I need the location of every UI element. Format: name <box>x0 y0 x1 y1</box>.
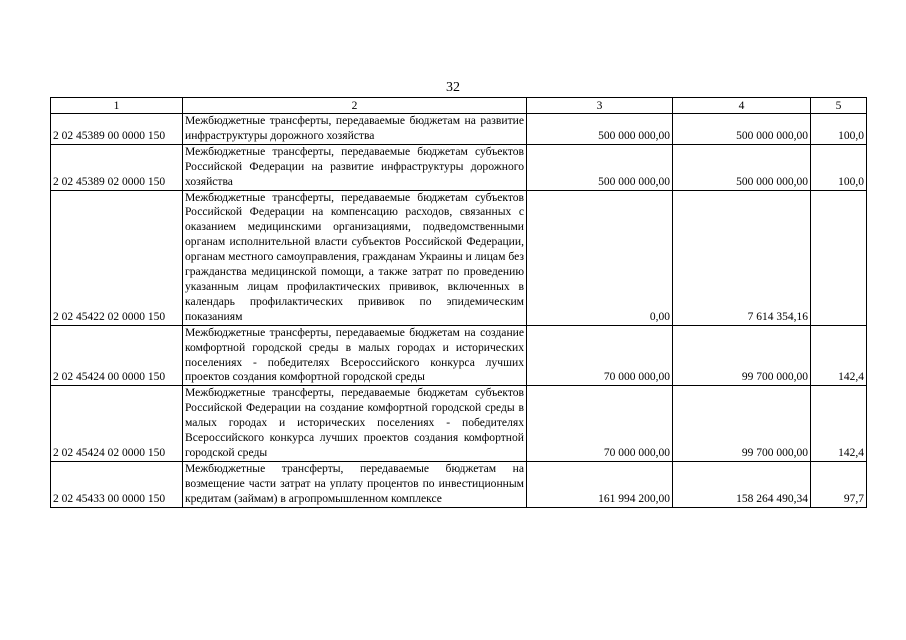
row-description <box>183 461 527 507</box>
table-header-row <box>51 98 867 114</box>
row-code: 2 02 45389 00 0000 150 <box>51 114 183 145</box>
table-row <box>51 461 867 507</box>
row-percent: 142,4 <box>811 325 867 386</box>
budget-table <box>50 97 867 508</box>
column-header-4: 4 <box>673 98 811 114</box>
table-row <box>51 190 867 325</box>
column-header-3: 3 <box>527 98 673 114</box>
row-value-col3: 70 000 000,00 <box>527 325 673 386</box>
row-value-col4: 99 700 000,00 <box>673 325 811 386</box>
row-percent: 97,7 <box>811 461 867 507</box>
row-description-text: Межбюджетные трансферты, передаваемые бюджетам на развитие инфраструктуры дорожного хозяйства <box>185 114 524 142</box>
row-value-col3: 70 000 000,00 <box>527 386 673 462</box>
column-header-1: 1 <box>51 98 183 114</box>
row-value-col4: 7 614 354,16 <box>673 190 811 325</box>
row-description-text: Межбюджетные трансферты, передаваемые бюджетам субъектов Российской Федерации на компенсацию расходов, связанных с оказанием медицинскими организациями, подведомственными органам исполнительной власти субъектов Российской Федерации, органам местного самоуправления, гражданам Украины и лицам без гражданства медицинской помощи, а также затрат по проведению указанным лицам профилактических прививок, включенных в календарь профилактических прививок по эпидемическим показаниям <box>185 190 524 323</box>
row-percent: 100,0 <box>811 114 867 145</box>
table-row <box>51 386 867 462</box>
row-description <box>183 386 527 462</box>
row-value-col3: 500 000 000,00 <box>527 144 673 190</box>
row-value-col4: 99 700 000,00 <box>673 386 811 462</box>
row-percent: 142,4 <box>811 386 867 462</box>
row-description <box>183 190 527 325</box>
row-value-col4: 158 264 490,34 <box>673 461 811 507</box>
row-description-text: Межбюджетные трансферты, передаваемые бюджетам субъектов Российской Федерации на создание комфортной городской среды в малых городах и исторических поселениях - победителях Всероссийского конкурса лучших проектов создания комфортной городской среды <box>185 386 524 459</box>
row-value-col3: 161 994 200,00 <box>527 461 673 507</box>
row-value-col3: 0,00 <box>527 190 673 325</box>
page-number: 32 <box>446 80 460 95</box>
row-code: 2 02 45422 02 0000 150 <box>51 190 183 325</box>
row-percent: 100,0 <box>811 144 867 190</box>
row-code: 2 02 45389 02 0000 150 <box>51 144 183 190</box>
row-value-col4: 500 000 000,00 <box>673 144 811 190</box>
row-description <box>183 325 527 386</box>
row-description <box>183 144 527 190</box>
table-row <box>51 114 867 145</box>
row-percent <box>811 190 867 325</box>
table-row <box>51 325 867 386</box>
row-description <box>183 114 527 145</box>
column-header-5: 5 <box>811 98 867 114</box>
row-description-text: Межбюджетные трансферты, передаваемые бюджетам субъектов Российской Федерации на развитие инфраструктуры дорожного хозяйства <box>185 144 524 188</box>
row-value-col4: 500 000 000,00 <box>673 114 811 145</box>
row-description-text: Межбюджетные трансферты, передаваемые бюджетам на создание комфортной городской среды в малых городах и исторических поселениях - победителях Всероссийского конкурса лучших проектов создания комфортной городской среды <box>185 325 524 384</box>
column-header-2: 2 <box>183 98 527 114</box>
table-row <box>51 144 867 190</box>
row-description-text: Межбюджетные трансферты, передаваемые бюджетам на возмещение части затрат на уплату процентов по инвестиционным кредитам (займам) в агропромышленном комплексе <box>185 461 524 505</box>
row-code: 2 02 45433 00 0000 150 <box>51 461 183 507</box>
row-value-col3: 500 000 000,00 <box>527 114 673 145</box>
row-code: 2 02 45424 00 0000 150 <box>51 325 183 386</box>
row-code: 2 02 45424 02 0000 150 <box>51 386 183 462</box>
